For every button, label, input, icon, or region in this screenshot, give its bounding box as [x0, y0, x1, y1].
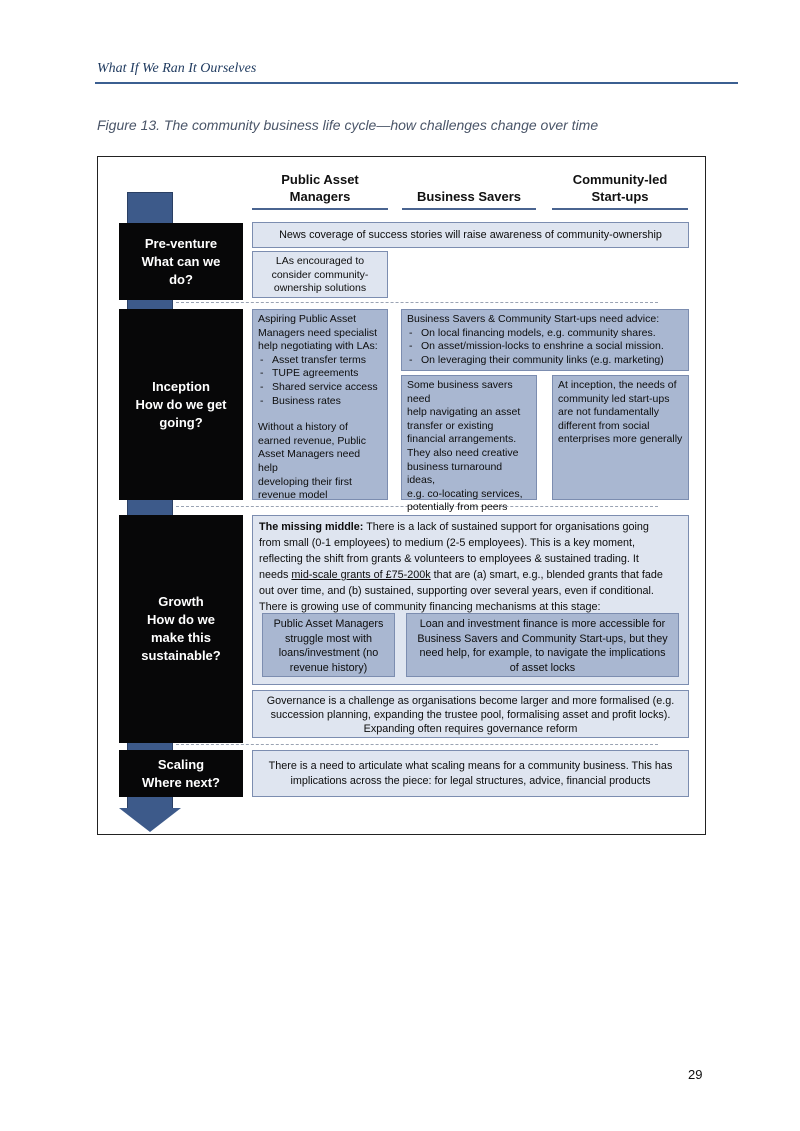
- advice-list: [407, 327, 683, 368]
- box-advice-needs: Business Savers & Community Start-ups need advice: - On local financing models, e.g. community shares. - On asset/mission-locks to enshrine a social mission. - On leveraging their community links (e.g. marketing): [401, 309, 689, 371]
- figure-caption: Figure 13. The community business life cycle—how challenges change over time: [97, 117, 599, 133]
- column-header-business-savers: Business Savers: [416, 189, 522, 204]
- box-community-startups-inception: At inception, the needs of community led start-ups are not fundamentally different from social enterprises more generally: [552, 375, 689, 500]
- list-item: - On local financing models, e.g. community shares.: [407, 327, 683, 341]
- stage-separator: [176, 744, 658, 745]
- mid-scale-grants: mid-scale grants of £75-200k: [291, 569, 431, 581]
- column-rule: [402, 208, 536, 210]
- running-header: What If We Ran It Ourselves: [97, 61, 257, 76]
- list-item: - Shared service access: [258, 381, 382, 395]
- box-las-encouraged: LAs encouraged to consider community- ownership solutions: [252, 251, 388, 298]
- column-header-public-asset-managers: Public Asset Managers: [281, 172, 359, 204]
- column-rule: [552, 208, 688, 210]
- column-rule: [252, 208, 388, 210]
- stage-inception: Inception How do we get going?: [119, 309, 243, 500]
- aspiring-list: [258, 354, 382, 408]
- box-business-savers-inception: Some business savers need help navigating an asset transfer or existing financial arrangements. They also need creative business turnaround ideas, e.g. co-locating services, potentially from peers: [401, 375, 537, 500]
- box-scaling: There is a need to articulate what scaling means for a community business. This has implications across the piece: for legal structures, advice, financial products: [252, 750, 689, 797]
- stage-scaling: Scaling Where next?: [119, 750, 243, 797]
- list-item: - On leveraging their community links (e.g. marketing): [407, 354, 683, 368]
- box-missing-middle: The missing middle: There is a lack of sustained support for organisations going from small (0-1 employees) to medium (2-5 employees). This is a key moment, reflecting the shift from grants & volunteers to employees & sustained trading. It needs mid-scale grants of £75-200k that are (a) smart, e.g., blended grants that fade out over time, and (b) sustained, supporting over several years, even if conditional. There is growing use of community financing mechanisms at this stage:: [252, 515, 689, 685]
- header-rule: [95, 82, 738, 84]
- stage-pre-venture: Pre-venture What can we do?: [119, 223, 243, 300]
- box-aspiring-public-asset-managers: Aspiring Public Asset Managers need specialist help negotiating with LAs: - Asset transfer terms - TUPE agreements - Shared service access - Business rates Without a history of earned revenue, Public Asset Managers need help developing their first revenue model: [252, 309, 388, 500]
- list-item: - Asset transfer terms: [258, 354, 382, 368]
- list-item: - TUPE agreements: [258, 367, 382, 381]
- box-governance: Governance is a challenge as organisations become larger and more formalised (e.g. succession planning, expanding the trustee pool, formalising asset and profit locks). Expanding often requires governance reform: [252, 690, 689, 738]
- column-header-community-startups: Community-led Start-ups: [572, 172, 668, 204]
- stage-growth: Growth How do we make this sustainable?: [119, 515, 243, 743]
- box-pam-loans: Public Asset Managers struggle most with loans/investment (no revenue history): [262, 613, 395, 677]
- stage-separator: [176, 302, 658, 303]
- missing-middle-title: The missing middle:: [259, 521, 364, 533]
- box-loan-investment-finance: Loan and investment finance is more accessible for Business Savers and Community Start-ups, but they need help, for example, to navigate the implications of asset locks: [406, 613, 679, 677]
- lifecycle-arrow-head: [119, 808, 181, 832]
- list-item: - Business rates: [258, 395, 382, 409]
- page-number: 29: [688, 1067, 703, 1082]
- list-item: - On asset/mission-locks to enshrine a social mission.: [407, 340, 683, 354]
- box-news-coverage: News coverage of success stories will raise awareness of community-ownership: [252, 222, 689, 248]
